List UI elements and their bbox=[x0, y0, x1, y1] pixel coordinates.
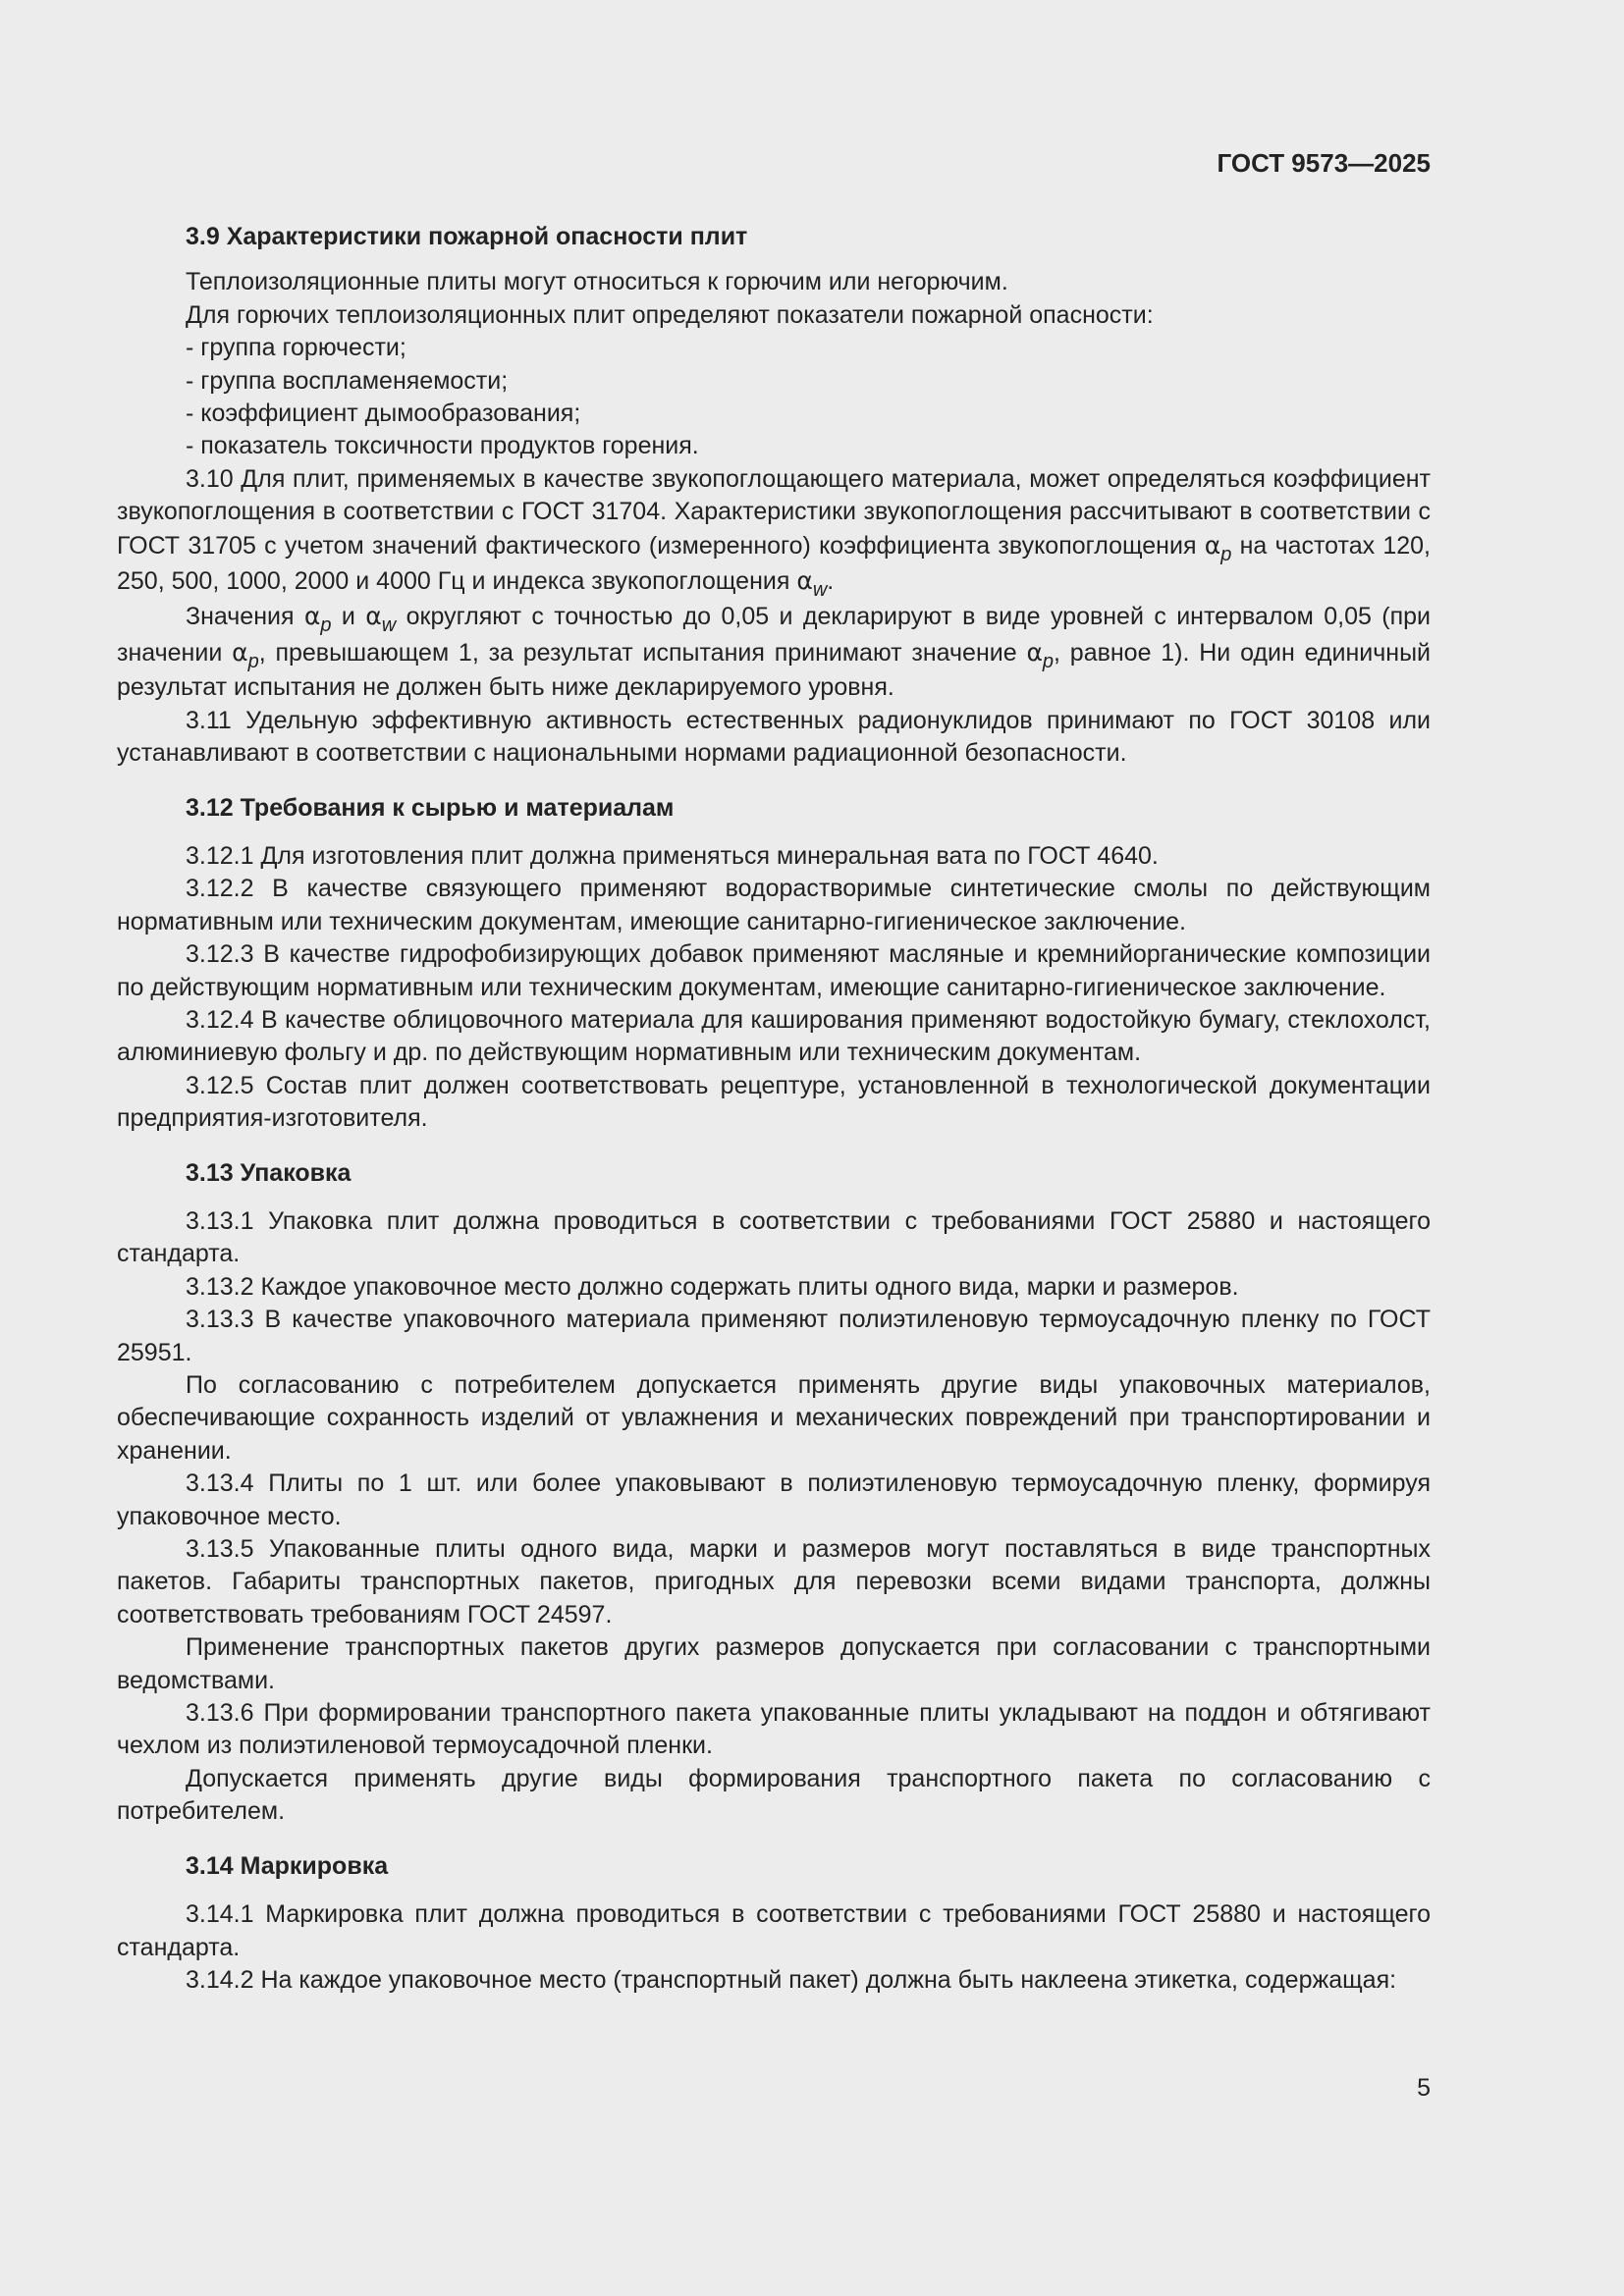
alpha-symbol: α bbox=[796, 566, 813, 596]
text-run: , равное 1). Ни один единичный результат испытания не должен быть ниже декларируемого уровня. bbox=[117, 638, 1432, 702]
subscript-p: p bbox=[320, 614, 332, 637]
section-3-13-paragraph: 3.13.2 Каждое упаковочное место должно содержать плиты одного вида, марки и размеров. bbox=[186, 1272, 1239, 1301]
section-3-12-paragraph: 3.12.5 Состав плит должен соответствовать рецептуре, установленной в технологической документации предприятия-изготовителя. bbox=[117, 1071, 1431, 1133]
text-run: . bbox=[827, 567, 835, 596]
page-number: 5 bbox=[1417, 2074, 1431, 2102]
section-3-14-title: 3.14 Маркировка bbox=[186, 1851, 389, 1880]
subscript-w: w bbox=[812, 579, 828, 602]
section-3-10-paragraph-1 bbox=[117, 463, 1431, 601]
section-3-9-list-item: - группа горючести; bbox=[186, 334, 406, 362]
section-3-10-paragraph-2 bbox=[117, 600, 1431, 704]
section-3-13-paragraph: 3.13.3 В качестве упаковочного материала применяют полиэтиленовую термоусадочную пленку по ГОСТ 25951. bbox=[117, 1306, 1431, 1366]
subscript-w: w bbox=[381, 614, 397, 637]
section-3-12-paragraph: 3.12.1 Для изготовления плит должна применяться минеральная вата по ГОСТ 4640. bbox=[186, 841, 1159, 870]
section-3-11-paragraph: 3.11 Удельную эффективную активность естественных радионуклидов принимают по ГОСТ 30108 или устанавливают в соответствии с национальными нормами радиационной безопасности. bbox=[117, 706, 1431, 768]
section-3-13-paragraph: 3.13.5 Упакованные плиты одного вида, марки и размеров могут поставляться в виде транспортных пакетов. Габариты транспортных пакетов, пригодных для перевозки всеми видами транспорта, должны соответствовать требованиям ГОСТ 24597. bbox=[117, 1535, 1431, 1629]
alpha-symbol: α bbox=[232, 637, 248, 667]
section-3-13-title: 3.13 Упаковка bbox=[186, 1158, 352, 1187]
document-body bbox=[117, 221, 1431, 1997]
text-run: на частотах 120, 250, 500, 1000, 2000 и 4000 Гц и индекса звукопоглощения bbox=[117, 531, 1432, 596]
subscript-p: p bbox=[1220, 543, 1232, 565]
section-3-13-paragraph: По согласованию с потребителем допускается применять другие виды упаковочных материалов, обеспечивающие сохранность изделий от увлажнения и механических повреждений при транспортировании и хранении. bbox=[117, 1371, 1431, 1465]
alpha-symbol: α bbox=[1026, 637, 1043, 667]
subscript-p: p bbox=[247, 650, 259, 672]
text-run: , превышающем 1, за результат испытания принимают значение bbox=[258, 638, 1027, 667]
section-3-13-paragraph: Применение транспортных пакетов других размеров допускается при согласовании с транспортными ведомствами. bbox=[117, 1633, 1431, 1694]
section-3-9-list-item: - коэффициент дымообразования; bbox=[186, 400, 581, 428]
section-3-9-paragraph-2: Для горючих теплоизоляционных плит определяют показатели пожарной опасности: bbox=[186, 300, 1154, 329]
section-3-12-title: 3.12 Требования к сырью и материалам bbox=[186, 793, 675, 822]
section-3-13-paragraph: Допускается применять другие виды формирования транспортного пакета по согласованию с потребителем. bbox=[117, 1764, 1431, 1826]
subscript-p: p bbox=[1042, 650, 1055, 672]
section-3-12-paragraph: 3.12.3 В качестве гидрофобизирующих добавок применяют масляные и кремнийорганические композиции по действующим нормативным или техническим документам, имеющие санитарно-гигиеническое заключение. bbox=[117, 940, 1431, 1001]
section-3-12-paragraph: 3.12.2 В качестве связующего применяют водорастворимые синтетические смолы по действующим нормативным или техническим документам, имеющие санитарно-гигиеническое заключение. bbox=[117, 875, 1431, 935]
alpha-symbol: α bbox=[365, 602, 382, 631]
section-3-14-paragraph: 3.14.2 На каждое упаковочное место (транспортный пакет) должна быть наклеена этикетка, содержащая: bbox=[186, 1965, 1397, 1994]
section-3-12-paragraph: 3.12.4 В качестве облицовочного материала для каширования применяют водостойкую бумагу, стеклохолст, алюминиевую фольгу и др. по действующим нормативным или техническим документам. bbox=[117, 1005, 1431, 1067]
section-3-9-title: 3.9 Характеристики пожарной опасности плит bbox=[186, 223, 748, 250]
section-3-13-paragraph: 3.13.6 При формировании транспортного пакета упакованные плиты укладывают на поддон и обтягивают чехлом из полиэтиленовой термоусадочной пленки. bbox=[117, 1699, 1431, 1760]
alpha-symbol: α bbox=[1204, 530, 1221, 560]
text-run: 3.10 Для плит, применяемых в качестве звукопоглощающего материала, может определяться коэффициент звукопоглощения в соответствии с ГОСТ 31704. Характеристики звукопоглощения рассчитывают в соответствии с ГОСТ 31705 с учетом значений фактического (измеренного) коэффициента звукопоглощения bbox=[117, 464, 1431, 560]
alpha-symbol: α bbox=[303, 602, 321, 631]
text-run: округляют с точностью до 0,05 и декларируют в виде уровней с интервалом 0,05 (при значении bbox=[117, 603, 1432, 667]
section-3-9-list-item: - группа воспламеняемости; bbox=[186, 366, 509, 395]
section-3-9-list-item: - показатель токсичности продуктов горения. bbox=[186, 432, 699, 460]
section-3-13-paragraph: 3.13.4 Плиты по 1 шт. или более упаковывают в полиэтиленовую термоусадочную пленку, формируя упаковочное место. bbox=[117, 1469, 1431, 1530]
section-3-13-paragraph: 3.13.1 Упаковка плит должна проводиться в соответствии с требованиями ГОСТ 25880 и настоящего стандарта. bbox=[117, 1206, 1431, 1268]
document-code-header: ГОСТ 9573—2025 bbox=[1217, 148, 1431, 178]
section-3-9-paragraph-1: Теплоизоляционные плиты могут относиться к горючим или негорючим. bbox=[186, 268, 1008, 296]
section-3-14-paragraph: 3.14.1 Маркировка плит должна проводиться в соответствии с требованиями ГОСТ 25880 и настоящего стандарта. bbox=[117, 1900, 1431, 1961]
text-run: и bbox=[331, 603, 366, 631]
text-run: Значения bbox=[186, 603, 304, 631]
